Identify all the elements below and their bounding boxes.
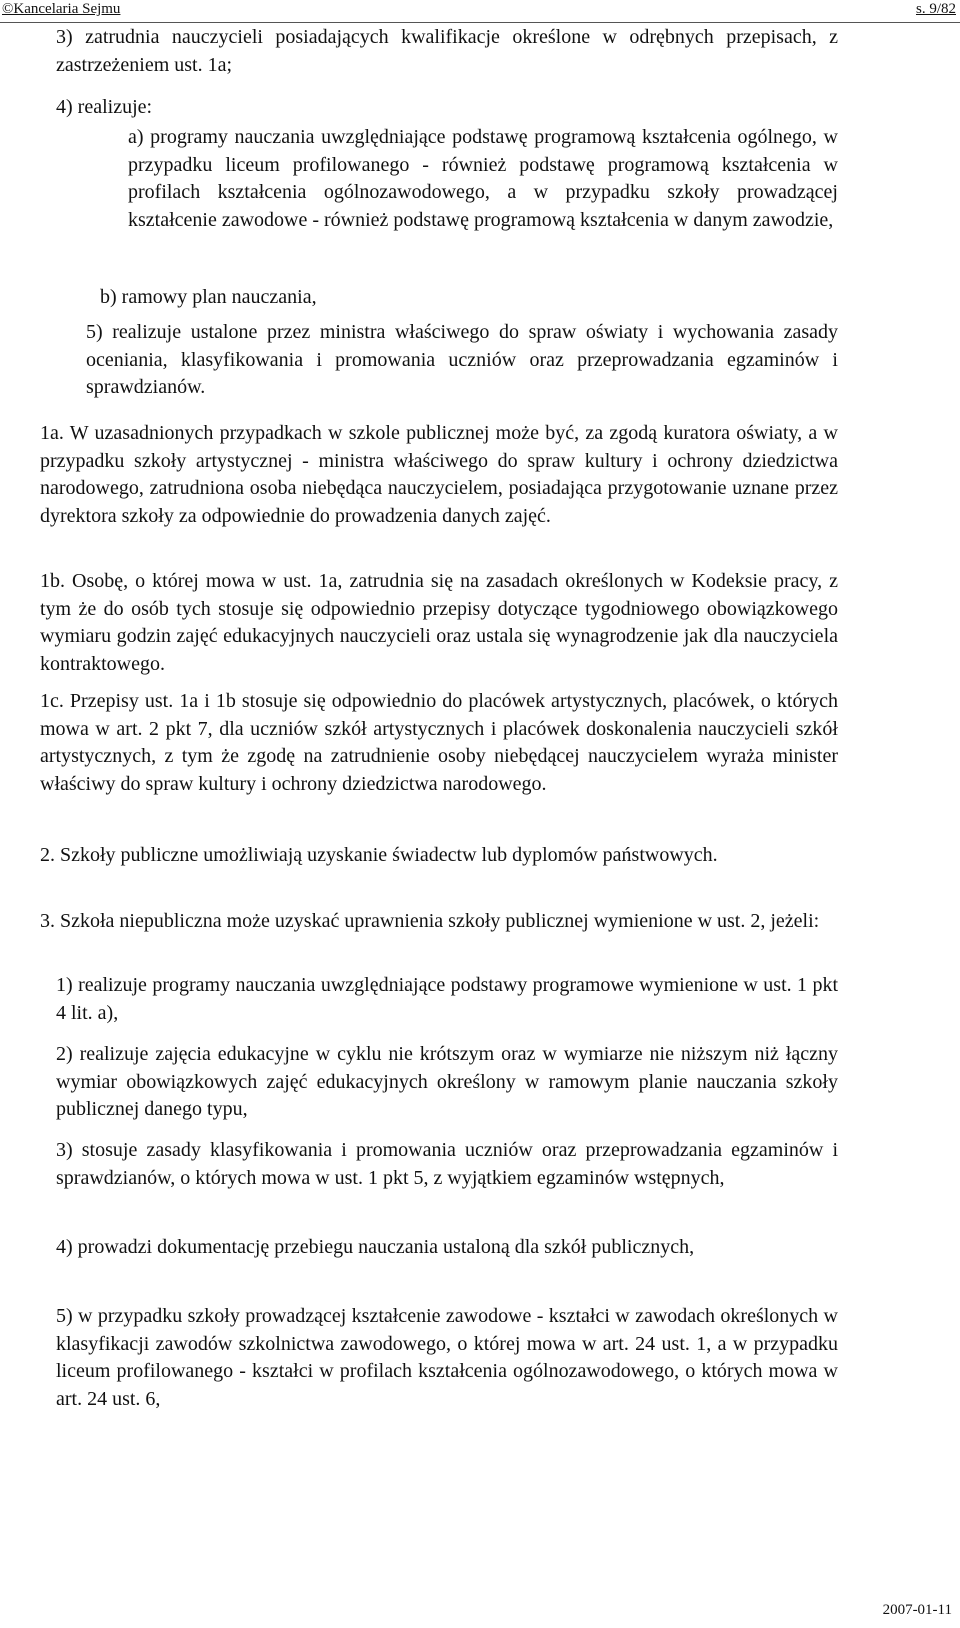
paragraph-1c: 1c. Przepisy ust. 1a i 1b stosuje się odpowiednio do placówek artystycznych, placówek, o których mowa w art. 2 pkt 7, dla uczniów szkół artystycznych i placówek doskonalenia nauczycieli szkół artystycznych, z tym że zgodę na zatrudnienie osoby niebędącej nauczycielem wyraża minister właściwy do spraw kultury i ochrony dziedzictwa narodowego.: [40, 690, 838, 795]
paragraph-4b: b) ramowy plan nauczania,: [100, 286, 317, 308]
paragraph-1a: 1a. W uzasadnionych przypadkach w szkole publicznej może być, za zgodą kuratora oświaty, a w przypadku szkoły artystycznej - ministra właściwego do spraw kultury i ochrony dziedzictwa narodowego, zatrudniona osoba niebędąca nauczycielem, posiadająca przygotowanie uznane przez dyrektora szkoły za odpowiednie do prowadzenia danych zajęć.: [40, 422, 838, 527]
paragraph-3-3b: 3) stosuje zasady klasyfikowania i promowania uczniów oraz przeprowadzania egzaminów i sprawdzianów, o których mowa w ust. 1 pkt 5, z wyjątkiem egzaminów wstępnych,: [56, 1139, 838, 1189]
page-header: [0, 0, 960, 23]
paragraph-3-5b: 5) w przypadku szkoły prowadzącej kształcenie zawodowe - kształci w zawodach określonych w klasyfikacji zawodów szkolnictwa zawodowego, o której mowa w art. 24 ust. 1, a w przypadku liceum profilowanego - kształci w profilach kształcenia ogólnozawodowego, o których mowa w art. 24 ust. 6,: [56, 1305, 838, 1410]
paragraph-2: 2. Szkoły publiczne umożliwiają uzyskanie świadectw lub dyplomów państwowych.: [40, 844, 718, 866]
paragraph-3-4b: 4) prowadzi dokumentację przebiegu nauczania ustaloną dla szkół publicznych,: [56, 1236, 695, 1258]
paragraph-3-4: 4) realizuje:: [56, 96, 153, 118]
page-number[interactable]: s. 9/82: [915, 1, 956, 17]
paragraph-3-3: 3) zatrudnia nauczycieli posiadających kwalifikacje określone w odrębnych przepisach, z zastrzeżeniem ust. 1a;: [56, 26, 838, 76]
paragraph-3-1: 1) realizuje programy nauczania uwzględniające podstawy programowe wymienione w ust. 1 pkt 4 lit. a),: [56, 974, 838, 1024]
paragraph-1b: 1b. Osobę, o której mowa w ust. 1a, zatrudnia się na zasadach określonych w Kodeksie pracy, z tym że do osób tych stosuje się odpowiednio przepisy dotyczące tygodniowego obowiązkowego wymiaru godzin zajęć edukacyjnych nauczycieli oraz ustala się wynagrodzenie jak dla nauczyciela kontraktowego.: [40, 570, 838, 675]
paragraph-3-2: 2) realizuje zajęcia edukacyjne w cyklu nie krótszym oraz w wymiarze nie niższym niż łączny wymiar obowiązkowych zajęć edukacyjnych określony w ramowym planie nauczania szkoły publicznej danego typu,: [56, 1043, 838, 1120]
paragraph-3-5: 5) realizuje ustalone przez ministra właściwego do spraw oświaty i wychowania zasady oceniania, klasyfikowania i promowania uczniów oraz przeprowadzania egzaminów i sprawdzianów.: [86, 321, 838, 398]
paragraph-4a: a) programy nauczania uwzględniające podstawę programową kształcenia ogólnego, w przypadku liceum profilowanego - również podstawę programową kształcenia w profilach kształcenia ogólnozawodowego, a w przypadku szkoły prowadzącej kształcenie zawodowe - również podstawę programową kształcenia w danym zawodzie,: [128, 126, 838, 231]
publisher-link[interactable]: ©Kancelaria Sejmu: [2, 1, 121, 17]
page-footer-date: 2007-01-11: [882, 1602, 952, 1618]
paragraph-3: 3. Szkoła niepubliczna może uzyskać uprawnienia szkoły publicznej wymienione w ust. 2, jeżeli:: [40, 910, 820, 932]
